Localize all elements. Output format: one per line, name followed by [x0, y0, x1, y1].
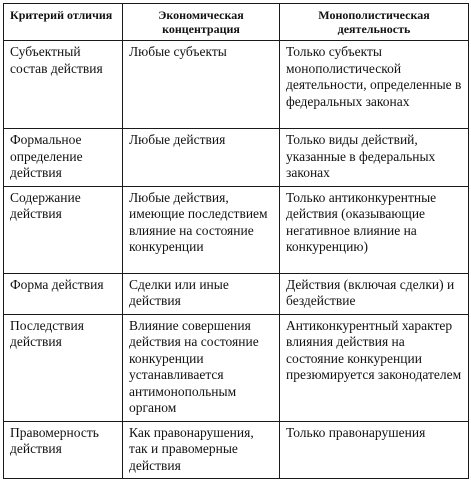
- criterion-cell: Субъектный состав действия: [4, 41, 123, 129]
- criterion-cell: Форма действия: [4, 273, 123, 314]
- monopolistic-activity-cell: Только виды действий, указанные в федеральных законах: [280, 129, 469, 187]
- criterion-cell: Правомерность действия: [4, 421, 123, 479]
- economic-concentration-cell: Любые действия, имеющие последствием влияние на состояние конкуренции: [123, 186, 280, 273]
- table-body: [4, 41, 469, 479]
- table-row: [4, 314, 469, 421]
- economic-concentration-cell: Как правонарушения, так и правомерные действия: [123, 421, 280, 479]
- monopolistic-activity-cell: Только антиконкурентные действия (оказывающие негативное влияние на конкуренцию): [280, 186, 469, 273]
- header-criterion: Критерий отличия: [4, 4, 123, 41]
- monopolistic-activity-cell: Только правонарушения: [280, 421, 469, 479]
- criterion-cell: Последствия действия: [4, 314, 123, 421]
- criterion-cell: Формальное определение действия: [4, 129, 123, 187]
- criterion-cell: Содержание действия: [4, 186, 123, 273]
- monopolistic-activity-cell: Только субъекты монополистической деятельности, определенные в федеральных законах: [280, 41, 469, 129]
- table-row: [4, 273, 469, 314]
- table-row: [4, 41, 469, 129]
- header-row: [4, 4, 469, 41]
- economic-concentration-cell: Любые действия: [123, 129, 280, 187]
- economic-concentration-cell: Влияние совершения действия на состояние конкуренции устанавливается антимонопольным органом: [123, 314, 280, 421]
- header-monopolistic-activity: Монополистическая деятельность: [280, 4, 469, 41]
- header-economic-concentration: Экономическая концентрация: [123, 4, 280, 41]
- table-header: [4, 4, 469, 41]
- table-row: [4, 186, 469, 273]
- economic-concentration-cell: Любые субъекты: [123, 41, 280, 129]
- economic-concentration-cell: Сделки или иные действия: [123, 273, 280, 314]
- table-row: [4, 129, 469, 187]
- table-row: [4, 421, 469, 479]
- monopolistic-activity-cell: Антиконкурентный характер влияния действия на состояние конкуренции презюмируется законодателем: [280, 314, 469, 421]
- monopolistic-activity-cell: Действия (включая сделки) и бездействие: [280, 273, 469, 314]
- comparison-table: [3, 3, 469, 479]
